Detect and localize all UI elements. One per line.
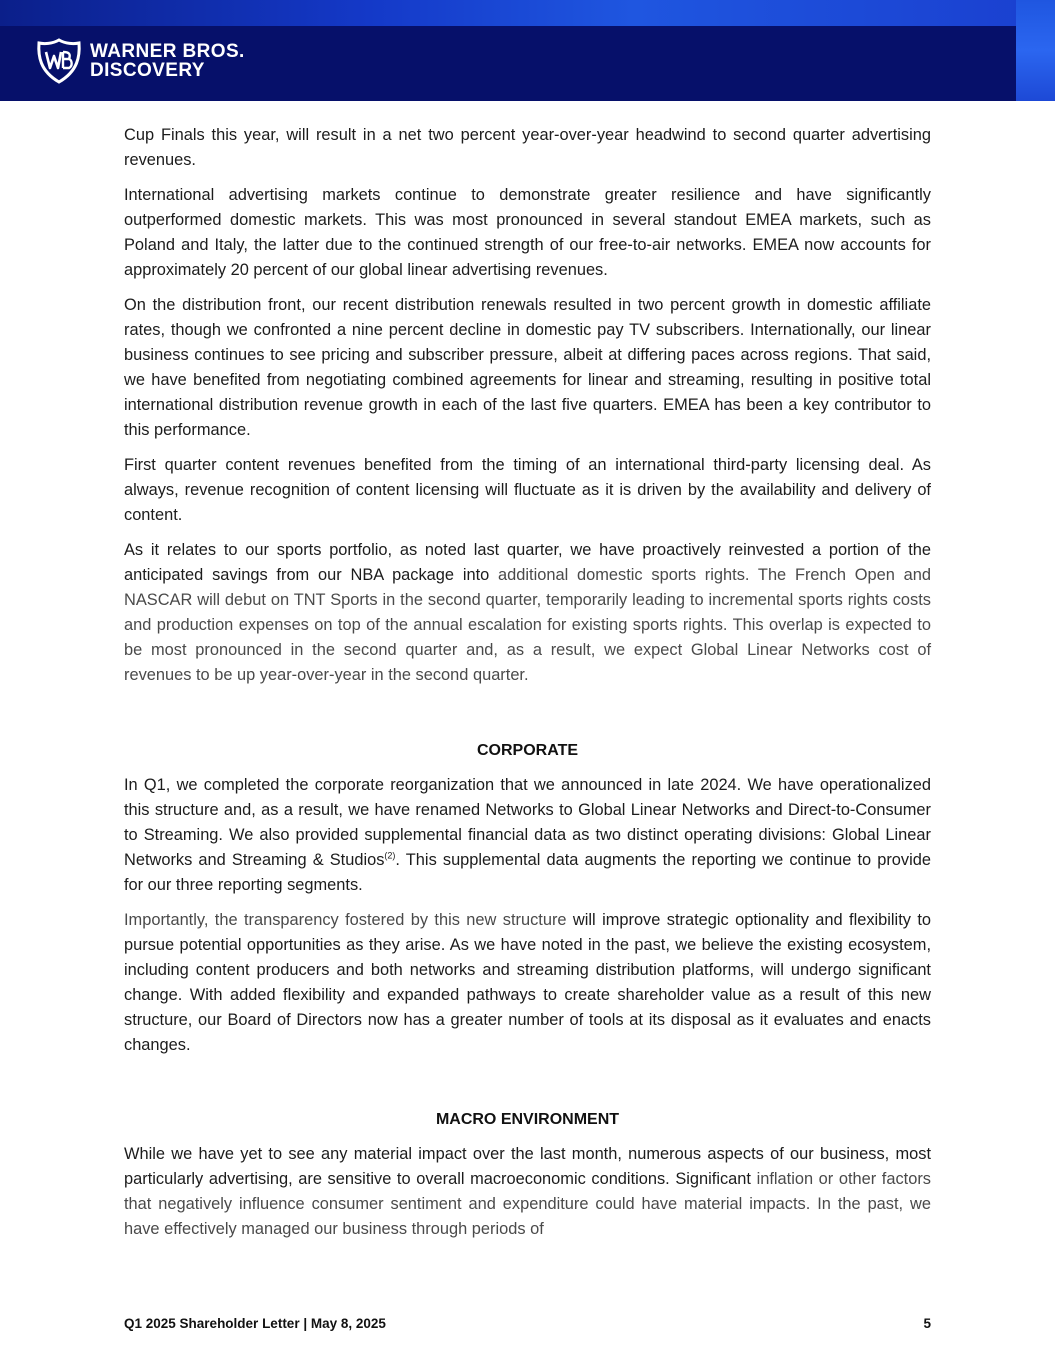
section-heading-macro: MACRO ENVIRONMENT <box>435 1111 620 1128</box>
paragraph-macro-environment <box>124 1142 931 1242</box>
paragraph-sports-portfolio <box>124 538 931 688</box>
company-logo <box>36 38 245 84</box>
optionality-text-part-2: will improve strategic optionality and flexibility to pursue potential opportunities as they arise. As we have noted in the past, we believe the existing ecosystem, including content producers and both networks and streaming distribution platforms, will undergo significant change. With added flexibility and expanded pathways to create shareholder value as a result of this new structure, our Board of Directors now has a greater number of tools at its disposal as it evaluates and enacts changes. <box>124 911 932 1054</box>
logo-line-1: WARNER BROS. <box>90 41 245 62</box>
wb-shield-icon <box>36 38 82 84</box>
macro-text-part-2: inflation or other factors that negatively influence consumer sentiment and expenditure could have material impacts. In the past, we have effectively managed our business through periods of <box>124 1170 932 1238</box>
sports-text-part-1: As it relates to our sports portfolio, as noted last quarter, we have proactively reinvested a portion of the anticipated savings from our NBA package into <box>124 541 931 584</box>
paragraph-international-advertising: International advertising markets continue to demonstrate greater resilience and have significantly outperformed domestic markets. This was most pronounced in several standout EMEA markets, such as Poland and Italy, the latter due to the continued strength of our free-to-air networks. EMEA now accounts for approximately 20 percent of our global linear advertising revenues. <box>124 186 931 279</box>
corporate-text-part-2: . This supplemental data augments the reporting we continue to provide for our three reporting segments. <box>124 851 931 894</box>
footer-page-number: 5 <box>923 1316 931 1331</box>
logo-line-2: DISCOVERY <box>90 60 205 81</box>
paragraph-corporate-reorganization <box>124 773 931 898</box>
footnote-marker: (2) <box>384 850 396 861</box>
sports-text-part-2: additional domestic sports rights. The French Open and NASCAR will debut on TNT Sports in the second quarter, temporarily leading to incremental sports rights costs and production expenses on top of the annual escalation for existing sports rights. This overlap is expected to be most pronounced in the second quarter and, as a result, we expect Global Linear Networks cost of revenues to be up year-over-year in the second quarter. <box>124 566 931 684</box>
logo-wordmark <box>90 42 245 80</box>
corporate-text-part-1: In Q1, we completed the corporate reorganization that we announced in late 2024. We have operationalized this structure and, as a result, we have renamed Networks to Global Linear Networks and Direct-to-Consumer to Streaming. We also provided supplemental financial data as two distinct operating divisions: Global Linear Networks and Streaming & Studios <box>124 776 931 869</box>
paragraph-advertising-headwind: Cup Finals this year, will result in a net two percent year-over-year headwind to second quarter advertising revenues. <box>124 126 931 169</box>
page-footer <box>124 1316 931 1331</box>
letter-body <box>124 123 931 1252</box>
header-band <box>0 0 1055 101</box>
paragraph-strategic-optionality <box>124 908 931 1058</box>
section-heading-corporate: CORPORATE <box>476 742 579 759</box>
paragraph-distribution: On the distribution front, our recent distribution renewals resulted in two percent growth in domestic affiliate rates, though we confronted a nine percent decline in domestic pay TV subscribers. Internationally, our linear business continues to see pricing and subscriber pressure, albeit at differing paces across regions. That said, we have benefited from negotiating combined agreements for linear and streaming, resulting in positive total international distribution revenue growth in each of the last five quarters. EMEA has been a key contributor to this performance. <box>124 296 931 439</box>
paragraph-content-revenues: First quarter content revenues benefited from the timing of an international third-party licensing deal. As always, revenue recognition of content licensing will fluctuate as it is driven by the availability and delivery of content. <box>124 456 931 524</box>
optionality-text-part-1: Importantly, the transparency fostered by this new structure <box>124 911 573 929</box>
macro-text-part-1: While we have yet to see any material impact over the last month, numerous aspects of our business, most particularly advertising, are sensitive to overall macroeconomic conditions. Significant <box>124 1145 931 1188</box>
header-edge-strip <box>1016 0 1055 101</box>
footer-document-title: Q1 2025 Shareholder Letter | May 8, 2025 <box>124 1316 386 1331</box>
